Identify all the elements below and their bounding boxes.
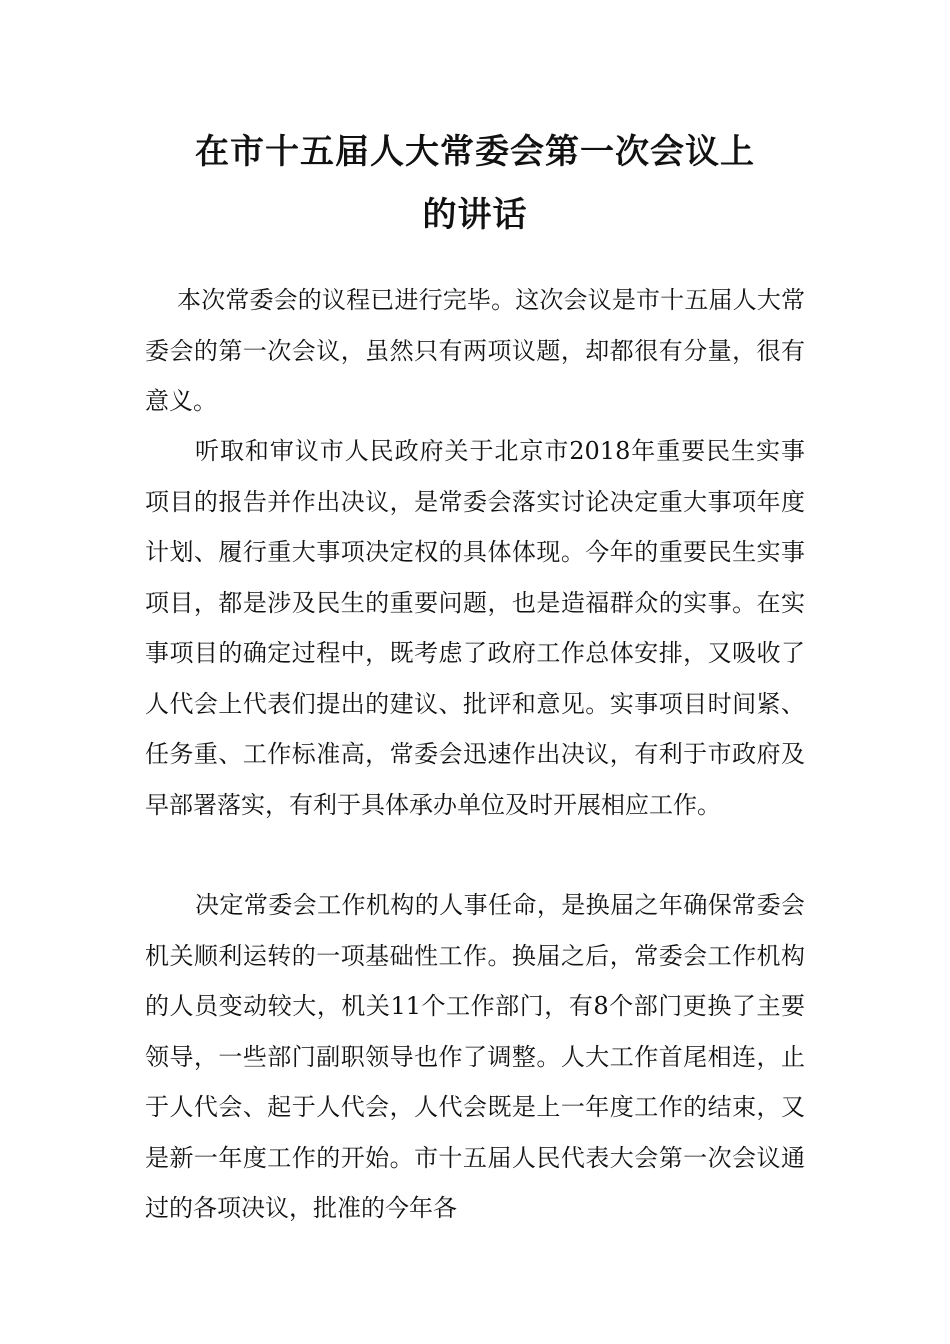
paragraph-3: 决定常委会工作机构的人事任命，是换届之年确保常委会机关顺利运转的一项基础性工作。换届之后，常委会工作机构的人员变动较大，机关11个工作部门，有8个部门更换了主要领导，一些部门副职领导也作了调整。人大工作首尾相连，止于人代会、起于人代会，人代会既是上一年度工作的结束，又是新一年度工作的开始。市十五届人民代表大会第一次会议通过的各项决议，批准的今年各 bbox=[145, 891, 805, 1222]
document-title-line-2: 的讲话 bbox=[422, 195, 528, 235]
paragraph-1: 本次常委会的议程已进行完毕。这次会议是市十五届人大常委会的第一次会议，虽然只有两项议题，却都很有分量，很有意义。 bbox=[145, 286, 805, 415]
paragraph-2: 听取和审议市人民政府关于北京市2018年重要民生实事项目的报告并作出决议，是常委会落实讨论决定重大事项年度计划、履行重大事项决定权的具体体现。今年的重要民生实事项目，都是涉及民生的重要问题，也是造福群众的实事。在实事项目的确定过程中，既考虑了政府工作总体安排，又吸收了人代会上代表们提出的建议、批评和意见。实事项目时间紧、任务重、工作标准高，常委会迅速作出决议，有利于市政府及早部署落实，有利于具体承办单位及时开展相应工作。 bbox=[145, 437, 805, 819]
document-title-line-1: 在市十五届人大常委会第一次会议上 bbox=[195, 132, 755, 172]
